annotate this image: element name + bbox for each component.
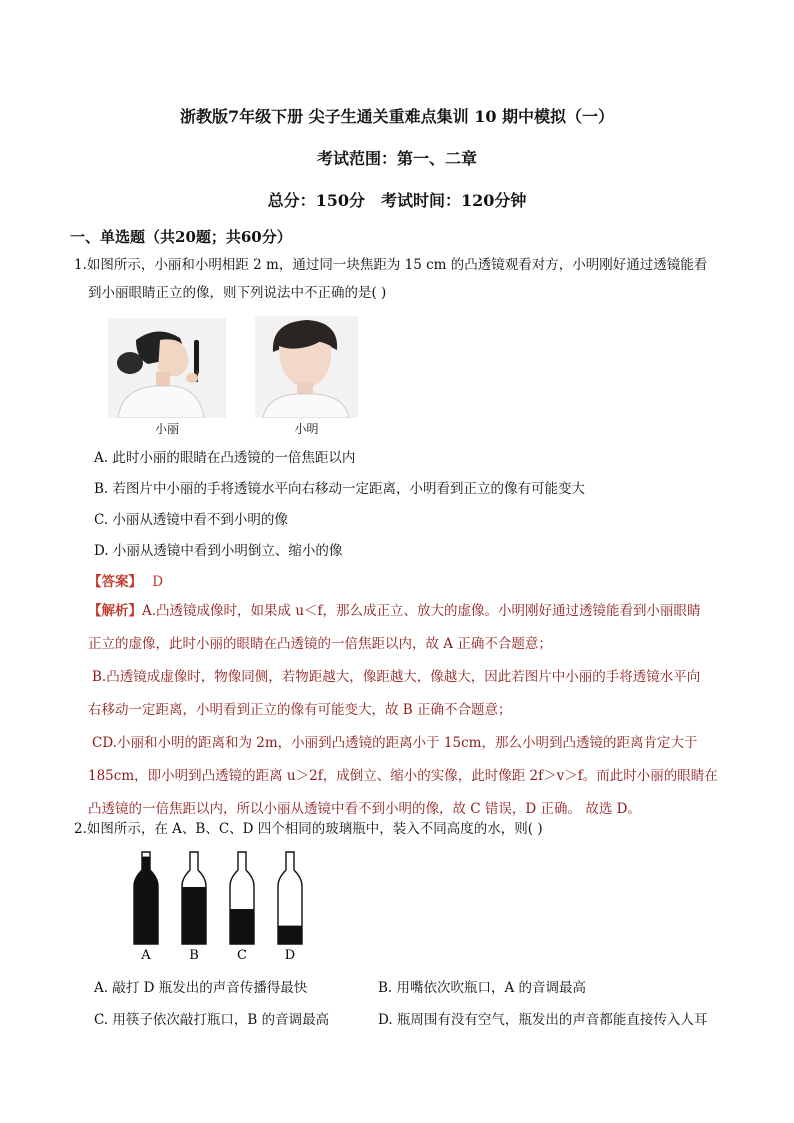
q1-answer xyxy=(88,570,163,590)
bottle-c xyxy=(229,852,255,963)
boy-image xyxy=(255,316,358,418)
label-xiaoming: 小明 xyxy=(294,422,319,436)
q2-option-a: A. 敲打 D 瓶发出的声音传播得最快 xyxy=(94,980,308,996)
bottles-figure xyxy=(124,848,324,963)
q1-option-a: A. 此时小丽的眼睛在凸透镜的一倍焦距以内 xyxy=(94,450,356,466)
score-time: 总分：150分 考试时间：120分钟 xyxy=(267,191,527,210)
q2-option-b: B. 用嘴依次吹瓶口，A 的音调最高 xyxy=(378,980,587,996)
bottle-water-b xyxy=(181,887,207,944)
bottle-d xyxy=(277,852,303,963)
q2-option-d: D. 瓶周围有没有空气，瓶发出的声音都能直接传入人耳 xyxy=(378,1012,708,1028)
q1-analysis xyxy=(88,600,738,831)
analysis-line-7: 凸透镜的一倍焦距以内，所以小丽从透镜中看不到小明的像，故 C 错误，D 正确。 故选 D。 xyxy=(88,801,641,817)
bottle-water-a xyxy=(133,857,159,944)
bottle-label-c: C xyxy=(237,948,247,963)
q2-stem: 2.如图所示，在 A、B、C、D 四个相同的玻璃瓶中，装入不同高度的水，则( ) xyxy=(74,821,543,837)
bottle-b xyxy=(181,852,207,963)
document-title: 浙教版7年级下册 尖子生通关重难点集训 10 期中模拟（一） xyxy=(179,107,615,126)
bottle-a xyxy=(133,852,159,963)
answer-value: D xyxy=(152,574,164,590)
q2-option-c: C. 用筷子依次敲打瓶口，B 的音调最高 xyxy=(94,1012,330,1028)
analysis-line-2: 正立的虚像，此时小丽的眼睛在凸透镜的一倍焦距以内，故 A 正确不合题意； xyxy=(88,636,552,652)
section-heading: 一、单选题（共20题；共60分） xyxy=(70,228,292,246)
q1-option-c: C. 小丽从透镜中看不到小明的像 xyxy=(94,512,288,528)
analysis-line-6: 185cm，即小明到凸透镜的距离 u＞2f，成倒立、缩小的实像，此时像距 2f＞v＞f。而此时小丽的眼睛在 xyxy=(88,768,718,784)
bottle-label-a: A xyxy=(141,948,151,963)
analysis-line-4: 右移动一定距离，小明看到正立的像有可能变大，故 B 正确不合题意； xyxy=(88,702,512,718)
analysis-line-3: B.凸透镜成虚像时，物像同侧，若物距越大，像距越大，像越大，因此若图片中小丽的手将透镜水平向 xyxy=(92,669,701,685)
q1-option-d: D. 小丽从透镜中看到小明倒立、缩小的像 xyxy=(94,543,343,559)
bottle-label-b: B xyxy=(189,948,199,963)
girl-with-lens-image xyxy=(108,318,226,418)
bottle-water-d xyxy=(277,926,303,944)
analysis-tag: 【解析】 xyxy=(88,603,142,619)
q1-stem-line1: 1.如图所示，小丽和小明相距 2 m，通过同一块焦距为 15 cm 的凸透镜观看对方，小明刚好通过透镜能看 xyxy=(74,257,708,273)
bottle-label-d: D xyxy=(284,948,296,963)
q1-option-b: B. 若图片中小丽的手将透镜水平向右移动一定距离，小明看到正立的像有可能变大 xyxy=(94,481,586,497)
q1-stem-line2: 到小丽眼睛正立的像，则下列说法中不正确的是( ) xyxy=(88,285,387,301)
analysis-line-5: CD.小丽和小明的距离和为 2m，小丽到凸透镜的距离小于 15cm，那么小明到凸透镜的距离肯定大于 xyxy=(92,735,698,751)
label-xiaoli: 小丽 xyxy=(154,422,179,436)
exam-range: 考试范围：第一、二章 xyxy=(316,149,477,168)
analysis-line-1: A.凸透镜成像时，如果成 u＜f，那么成正立、放大的虚像。小明刚好通过透镜能看到小丽眼睛 xyxy=(142,603,701,619)
bottle-water-c xyxy=(229,909,255,944)
answer-tag: 【答案】 xyxy=(88,574,142,590)
